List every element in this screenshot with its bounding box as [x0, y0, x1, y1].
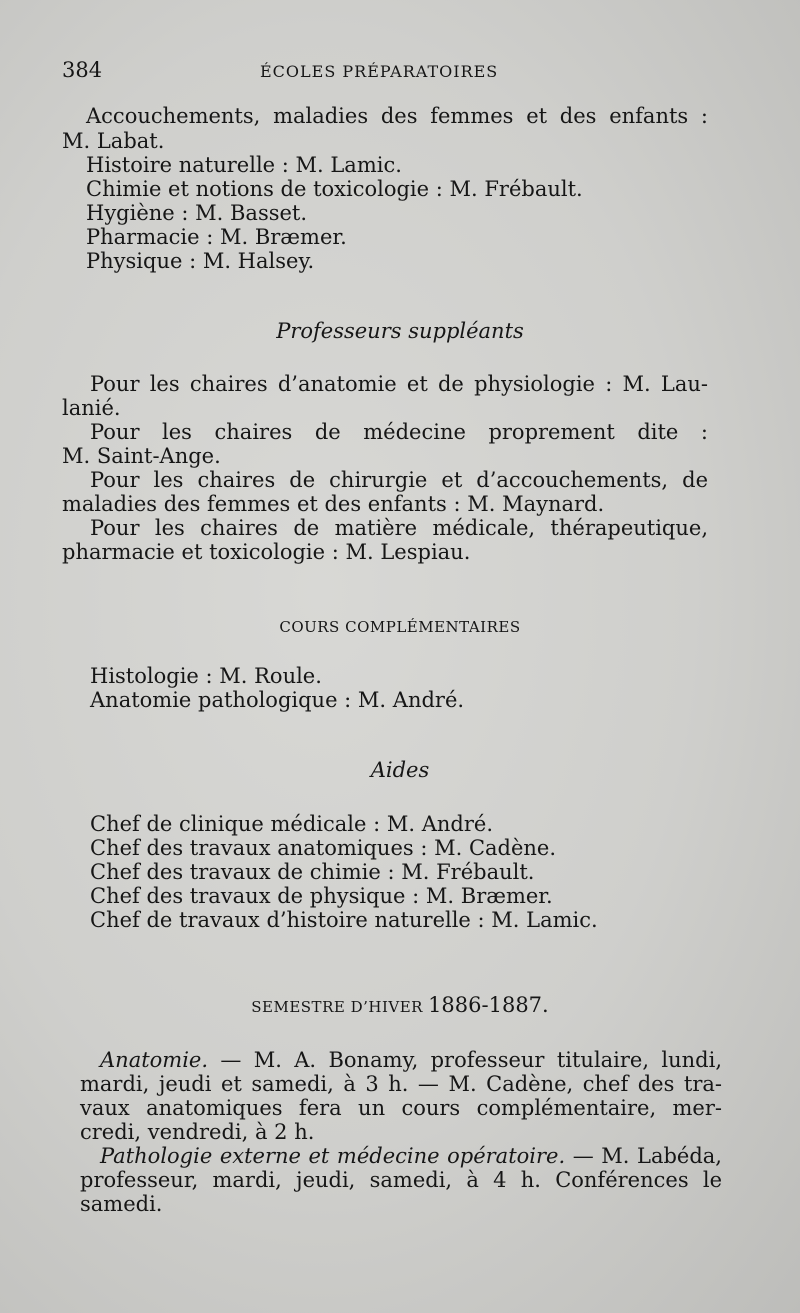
text-line: Chef de travaux d’histoire naturelle : M. Lamic. [90, 908, 598, 932]
page-header [62, 58, 762, 88]
text-line [100, 1144, 722, 1168]
text-line: credi, vendredi, à 2 h. [80, 1120, 315, 1144]
text-line: Pour les chaires de chirurgie et d’accouchements, de [90, 468, 708, 492]
page-number: 384 [62, 58, 103, 82]
course-text: — M. A. Bonamy, professeur titulaire, lundi, [208, 1048, 722, 1072]
text-line: Histologie : M. Roule. [90, 664, 322, 688]
text-line: Pour les chaires d’anatomie et de physiologie : M. Lau- [90, 372, 708, 396]
text-line: Histoire naturelle : M. Lamic. [86, 153, 402, 177]
text-line: Pour les chaires de médecine proprement dite : [90, 420, 708, 444]
text-line: M. Saint-Ange. [62, 444, 221, 468]
text-line: lanié. [62, 396, 121, 420]
text-line: Chef des travaux de chimie : M. Frébault. [90, 860, 535, 884]
text-line: Chimie et notions de toxicologie : M. Frébault. [86, 177, 583, 201]
text-line: vaux anatomiques fera un cours complémentaire, mer- [80, 1096, 722, 1120]
text-line: Chef des travaux anatomiques : M. Cadène. [90, 836, 557, 860]
text-line [100, 1048, 722, 1072]
text-line: Anatomie pathologique : M. André. [90, 688, 465, 712]
course-title-anatomie: Anatomie. [100, 1048, 209, 1072]
semestre-label: SEMESTRE D’HIVER [251, 998, 423, 1016]
text-line: mardi, jeudi et samedi, à 3 h. — M. Cadène, chef des tra- [80, 1072, 722, 1096]
text-line: samedi. [80, 1192, 163, 1216]
text-line: Hygiène : M. Basset. [86, 201, 308, 225]
text-line: Accouchements, maladies des femmes et des enfants : [86, 104, 708, 128]
section-heading-aides: Aides [370, 758, 430, 782]
course-text: — M. Labéda, [565, 1144, 722, 1168]
section-heading-semestre [0, 993, 800, 1017]
text-line: Chef de clinique médicale : M. André. [90, 812, 493, 836]
running-title: ÉCOLES PRÉPARATOIRES [260, 62, 499, 81]
text-line: professeur, mardi, jeudi, samedi, à 4 h. Conférences le [80, 1168, 722, 1192]
section-heading-cours: COURS COMPLÉMENTAIRES [279, 618, 521, 636]
course-title-pathologie: Pathologie externe et médecine opératoire. [100, 1144, 566, 1168]
text-line: pharmacie et toxicologie : M. Lespiau. [62, 540, 471, 564]
text-line: Chef des travaux de physique : M. Bræmer. [90, 884, 553, 908]
text-line: Pharmacie : M. Bræmer. [86, 225, 347, 249]
text-line: maladies des femmes et des enfants : M. Maynard. [62, 492, 605, 516]
semestre-years: 1886-1887. [428, 993, 549, 1017]
text-line: Pour les chaires de matière médicale, thérapeutique, [90, 516, 708, 540]
text-line: M. Labat. [62, 129, 165, 153]
text-line: Physique : M. Halsey. [86, 249, 315, 273]
section-heading-suppleants: Professeurs suppléants [276, 319, 524, 343]
